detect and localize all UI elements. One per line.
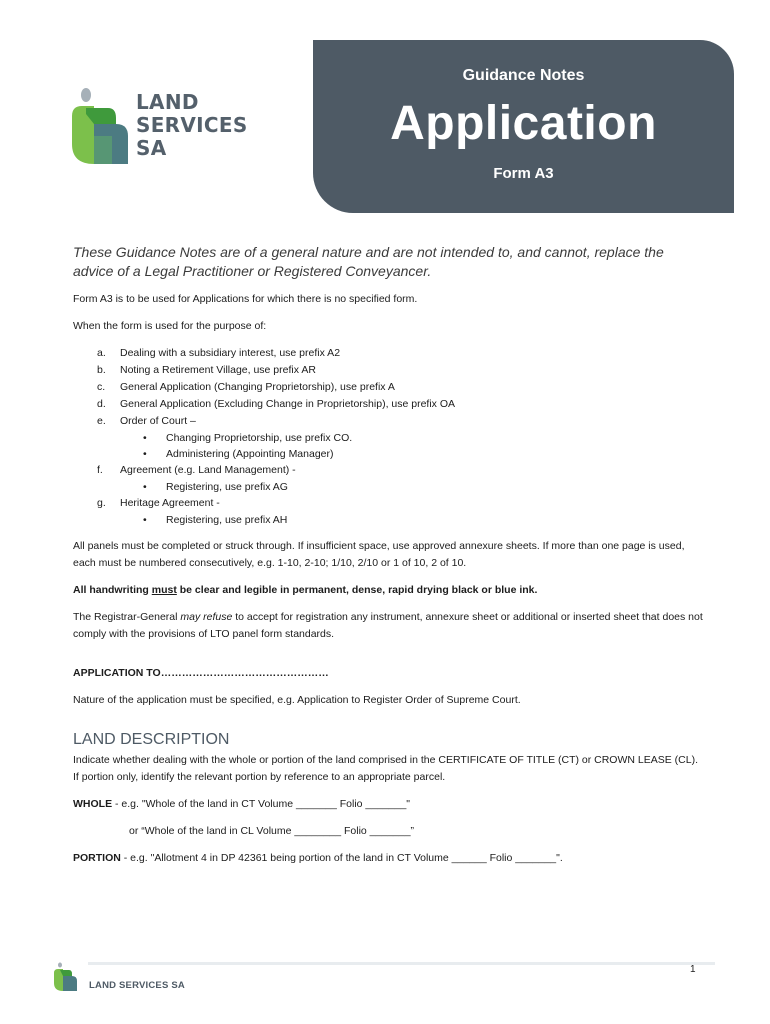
list-item: e. Order of Court – bbox=[97, 415, 196, 427]
bullet-item: • Registering, use prefix AG bbox=[73, 479, 703, 495]
guidance-content bbox=[73, 243, 703, 877]
nature-note: Nature of the application must be specified, e.g. Application to Register Order of Supreme Court. bbox=[73, 694, 521, 706]
purpose-list bbox=[73, 345, 703, 430]
leaf-logo-icon bbox=[72, 86, 132, 168]
logo-line-services: SERVICES bbox=[136, 113, 248, 137]
page-number: 1 bbox=[690, 964, 696, 975]
purpose-list-cont2 bbox=[73, 495, 703, 512]
footer-brand: LAND SERVICES SA bbox=[89, 980, 185, 991]
header-panel bbox=[313, 40, 734, 213]
intro-text: Form A3 is to be used for Applications for which there is no specified form. bbox=[73, 293, 418, 305]
header-subtitle: Guidance Notes bbox=[462, 67, 585, 84]
panels-note: All panels must be completed or struck through. If insufficient space, use approved annexure sheets. If more than one page is used, each must be numbered consecutively, e.g. 1-10, 2-10; 1/10, 2/10 or 1 of 10, 2 of 10. bbox=[73, 540, 685, 569]
form-label: Form A3 bbox=[493, 165, 554, 182]
list-item: f. Agreement (e.g. Land Management) - bbox=[97, 464, 296, 476]
list-item: c. General Application (Changing Proprietorship), use prefix A bbox=[97, 381, 395, 393]
whole-alt-example: or “Whole of the land in CL Volume ________ Folio _______” bbox=[129, 825, 415, 837]
bullet-item: • Registering, use prefix AH bbox=[73, 512, 703, 528]
land-note: Indicate whether dealing with the whole or portion of the land comprised in the CERTIFICATE OF TITLE (CT) or CROWN LEASE (CL). If portion only, identify the relevant portion by reference to an appropriate parcel. bbox=[73, 754, 698, 783]
land-description-heading: LAND DESCRIPTION bbox=[73, 731, 230, 748]
purpose-list-cont bbox=[73, 462, 703, 479]
page-title: Application bbox=[390, 97, 657, 150]
footer-divider bbox=[88, 962, 715, 965]
bullet-item: • Changing Proprietorship, use prefix CO. bbox=[73, 430, 703, 446]
registrar-note: The Registrar-General may refuse to accept for registration any instrument, annexure sheet or additional or inserted sheet that does not comply with the provisions of LTO panel form standards. bbox=[73, 611, 703, 640]
order-of-court-bullets bbox=[73, 430, 703, 462]
list-item: g. Heritage Agreement - bbox=[97, 497, 220, 509]
list-item: a. Dealing with a subsidiary interest, use prefix A2 bbox=[97, 347, 341, 359]
handwriting-note: All handwriting must be clear and legible in permanent, dense, rapid drying black or blue ink. bbox=[73, 584, 538, 596]
whole-example: WHOLE - e.g. "Whole of the land in CT Volume _______ Folio _______" bbox=[73, 798, 411, 810]
disclaimer: These Guidance Notes are of a general nature and are not intended to, and cannot, replace the advice of a Legal Practitioner or Registered Conveyancer. bbox=[73, 244, 664, 279]
list-item: b. Noting a Retirement Village, use prefix AR bbox=[97, 364, 316, 376]
list-item: d. General Application (Excluding Change in Proprietorship), use prefix OA bbox=[97, 398, 456, 410]
heritage-bullets bbox=[73, 512, 703, 528]
land-services-sa-logo bbox=[72, 86, 262, 168]
footer-leaf-logo-icon bbox=[54, 962, 78, 992]
agreement-bullets bbox=[73, 479, 703, 495]
logo-line-sa: SA bbox=[136, 136, 167, 160]
portion-example: PORTION - e.g. "Allotment 4 in DP 42361 being portion of the land in CT Volume ______ Folio _______". bbox=[73, 852, 563, 864]
bullet-item: • Administering (Appointing Manager) bbox=[73, 446, 703, 462]
application-to: APPLICATION TO………………………………………… bbox=[73, 667, 329, 679]
purpose-intro: When the form is used for the purpose of: bbox=[73, 320, 267, 332]
logo-line-land: LAND bbox=[136, 90, 199, 114]
